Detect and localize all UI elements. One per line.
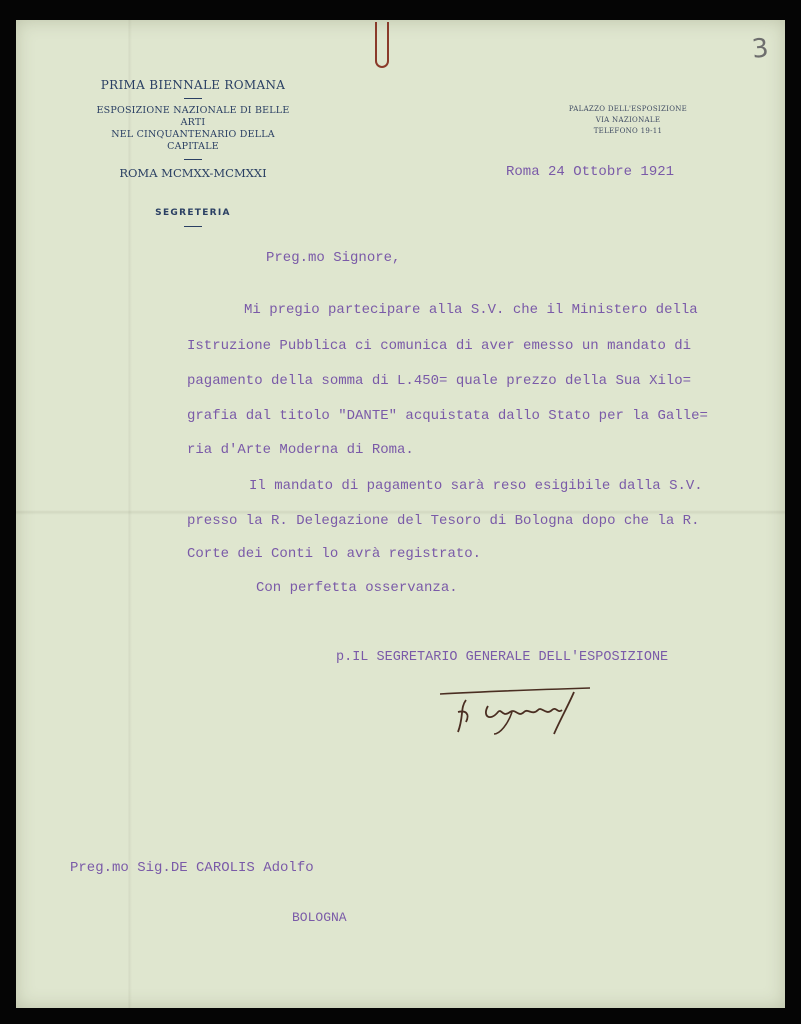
handwritten-signature-icon [436, 682, 596, 742]
body-line: Il mandato di pagamento sarà reso esigibile dalla S.V. [249, 478, 703, 494]
body-line: presso la R. Delegazione del Tesoro di Bologna dopo che la R. [187, 513, 700, 529]
addressee-name: Preg.mo Sig.DE CAROLIS Adolfo [70, 860, 314, 876]
letterhead-divider [184, 159, 202, 160]
address-line-2: VIA NAZIONALE [595, 116, 661, 124]
address-line-1: PALAZZO DELL'ESPOSIZIONE [568, 105, 688, 113]
letter-date: Roma 24 Ottobre 1921 [506, 164, 675, 180]
paper-clip-icon [375, 22, 389, 68]
letterhead-subtitle-1: ESPOSIZIONE NAZIONALE DI BELLE ARTI [96, 105, 290, 128]
letterhead-title: PRIMA BIENNALE ROMANA [100, 78, 286, 92]
letterhead-subtitle-2: NEL CINQUANTENARIO DELLA CAPITALE [111, 129, 275, 152]
letterhead-divider [184, 226, 202, 227]
letterhead [86, 78, 300, 227]
page-number: 3 [750, 33, 771, 65]
letterhead-city-years: ROMA MCMXX-MCMXXI [119, 166, 267, 180]
body-line: Mi pregio partecipare alla S.V. che il Ministero della [244, 302, 698, 318]
signatory-title: p.IL SEGRETARIO GENERALE DELL'ESPOSIZIONE [336, 650, 669, 665]
body-line: grafia dal titolo "DANTE" acquistata dallo Stato per la Galle= [187, 408, 708, 424]
body-line: ria d'Arte Moderna di Roma. [187, 442, 414, 458]
body-line: pagamento della somma di L.450= quale prezzo della Sua Xilo= [187, 373, 692, 389]
letterhead-address [563, 104, 693, 137]
letterhead-department: SEGRETERIA [155, 208, 231, 218]
letterhead-divider [184, 98, 202, 99]
body-line: Istruzione Pubblica ci comunica di aver emesso un mandato di [187, 338, 692, 354]
body-line: Corte dei Conti lo avrà registrato. [187, 546, 482, 562]
address-line-3: TELEFONO 19-11 [593, 127, 663, 135]
addressee-city: BOLOGNA [292, 910, 347, 925]
letter-salutation: Preg.mo Signore, [266, 250, 401, 266]
letter-closing: Con perfetta osservanza. [256, 580, 458, 596]
